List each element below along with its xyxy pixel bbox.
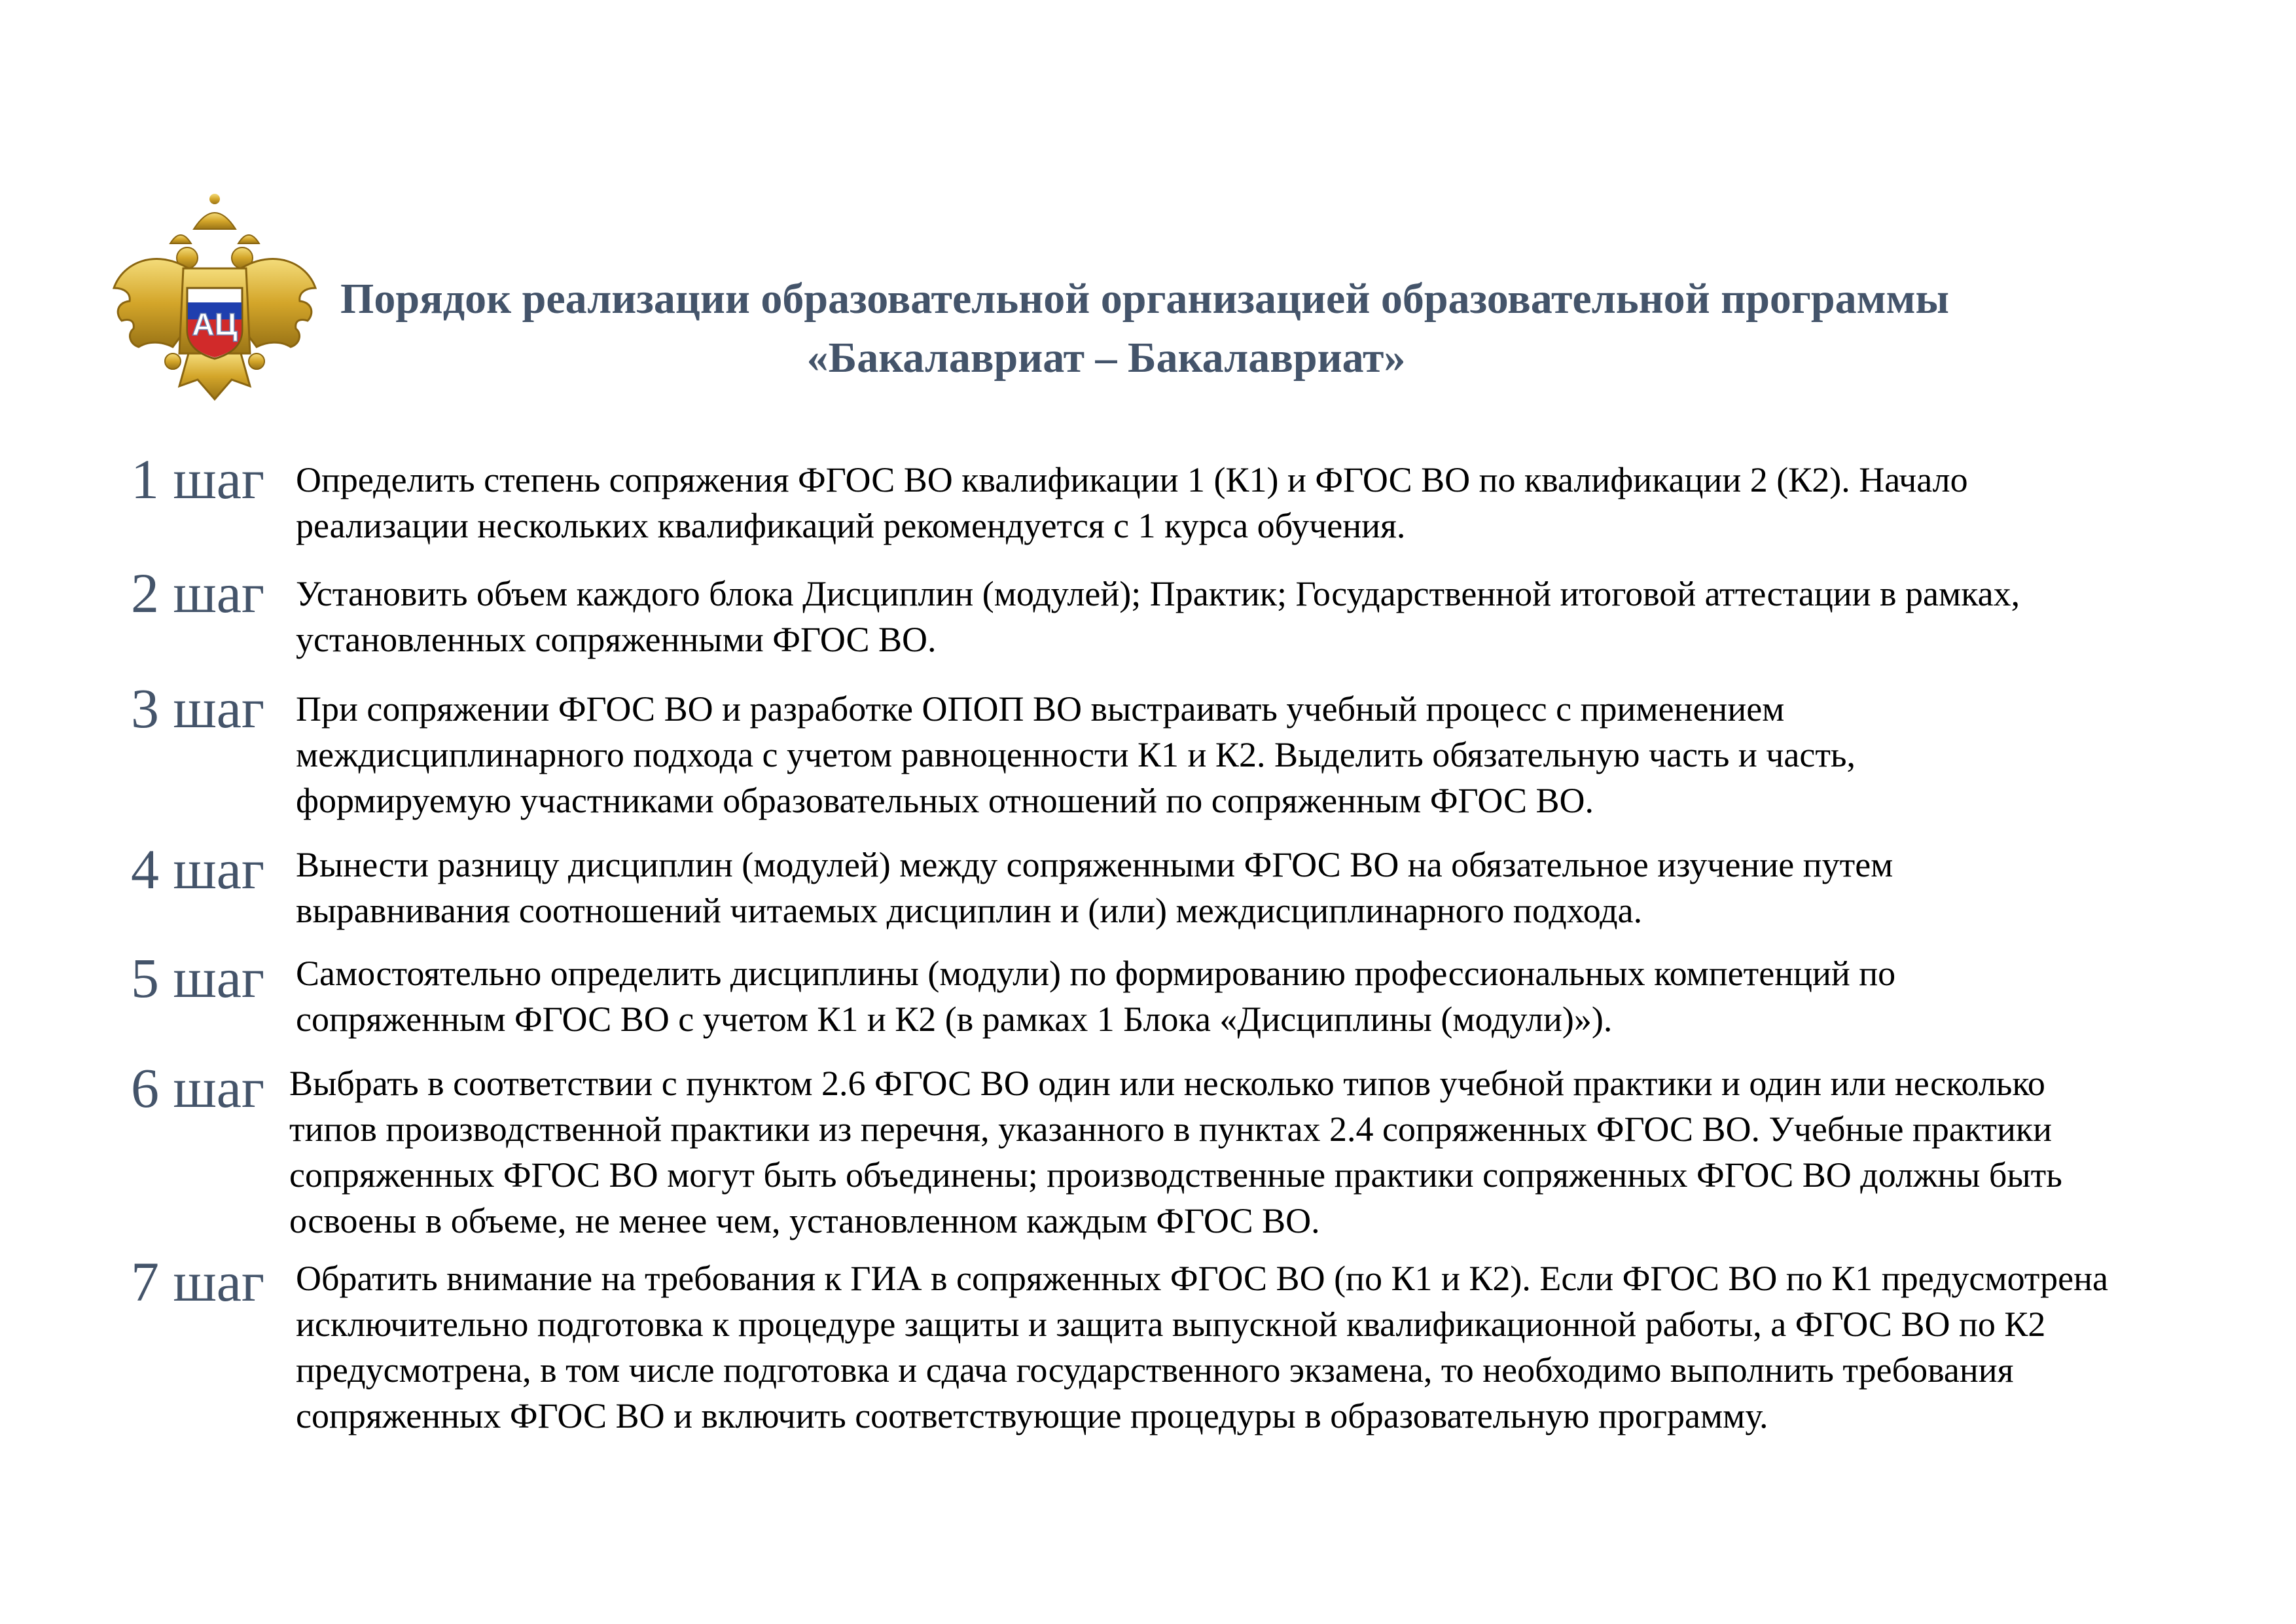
step-6-label: 6 шаг xyxy=(131,1056,265,1119)
step-1-line-2: реализации нескольких квалификаций рекомендуется с 1 курса обучения. xyxy=(296,506,1406,545)
step-5-text xyxy=(296,950,2253,1042)
step-2-line-1: Установить объем каждого блока Дисциплин (модулей); Практик; Государственной итоговой аттестации в рамках, xyxy=(296,574,2020,613)
step-4-line-1: Вынести разницу дисциплин (модулей) между сопряженными ФГОС ВО на обязательное изучение путем xyxy=(296,845,1893,884)
page-title xyxy=(340,270,1950,388)
step-3-line-1: При сопряжении ФГОС ВО и разработке ОПОП ВО выстраивать учебный процесс с применением xyxy=(296,689,1785,729)
step-6-line-4: освоены в объеме, не менее чем, установленном каждым ФГОС ВО. xyxy=(289,1201,1320,1240)
step-2-label: 2 шаг xyxy=(131,562,265,624)
step-7-line-3: предусмотрена, в том числе подготовка и сдача государственного экзамена, то необходимо выполнить требования xyxy=(296,1350,2014,1390)
step-7-line-4: сопряженных ФГОС ВО и включить соответствующие процедуры в образовательную программу. xyxy=(296,1396,1768,1435)
step-6-text xyxy=(289,1060,2246,1244)
step-5-line-1: Самостоятельно определить дисциплины (модули) по формированию профессиональных компетенций по xyxy=(296,954,1896,993)
step-6-line-2: типов производственной практики из перечня, указанного в пунктах 2.4 сопряженных ФГОС ВО. Учебные практики xyxy=(289,1110,2053,1149)
step-6-line-3: сопряженных ФГОС ВО могут быть объединены; производственные практики сопряженных ФГОС ВО должны быть xyxy=(289,1155,2062,1195)
step-1-label: 1 шаг xyxy=(131,448,265,511)
step-7-line-1: Обратить внимание на требования к ГИА в сопряженных ФГОС ВО (по К1 и К2). Если ФГОС ВО по К1 предусмотрена xyxy=(296,1259,2108,1298)
step-4-text xyxy=(296,842,2253,933)
step-7-text xyxy=(296,1255,2253,1439)
step-6-line-1: Выбрать в соответствии с пунктом 2.6 ФГОС ВО один или несколько типов учебной практики и один или несколько xyxy=(289,1064,2045,1103)
step-2-line-2: установленных сопряженными ФГОС ВО. xyxy=(296,620,937,659)
step-1-text xyxy=(296,457,2253,549)
step-5-line-2: сопряженным ФГОС ВО с учетом К1 и К2 (в рамках 1 Блока «Дисциплины (модули)»). xyxy=(296,1000,1613,1039)
emblem-letters: АЦ xyxy=(192,308,238,342)
eagle-emblem-icon xyxy=(110,190,319,412)
step-3-line-3: формируемую участниками образовательных отношений по сопряженным ФГОС ВО. xyxy=(296,781,1594,820)
step-7-label: 7 шаг xyxy=(131,1250,265,1313)
step-4-label: 4 шаг xyxy=(131,838,265,901)
title-line-2: «Бакалавриат – Бакалавриат» xyxy=(806,334,1406,382)
step-1-line-1: Определить степень сопряжения ФГОС ВО квалификации 1 (К1) и ФГОС ВО по квалификации 2 (К2). Начало xyxy=(296,460,1968,499)
step-2-text xyxy=(296,571,2253,662)
step-3-text xyxy=(296,686,2253,823)
step-5-label: 5 шаг xyxy=(131,947,265,1009)
step-3-label: 3 шаг xyxy=(131,677,265,740)
step-3-line-2: междисциплинарного подхода с учетом равноценности К1 и К2. Выделить обязательную часть и часть, xyxy=(296,735,1856,774)
step-4-line-2: выравнивания соотношений читаемых дисциплин и (или) междисциплинарного подхода. xyxy=(296,891,1643,930)
step-7-line-2: исключительно подготовка к процедуре защиты и защита выпускной квалификационной работы, а ФГОС ВО по К2 xyxy=(296,1305,2046,1344)
title-line-1: Порядок реализации образовательной организацией образовательной программы xyxy=(340,275,1950,323)
